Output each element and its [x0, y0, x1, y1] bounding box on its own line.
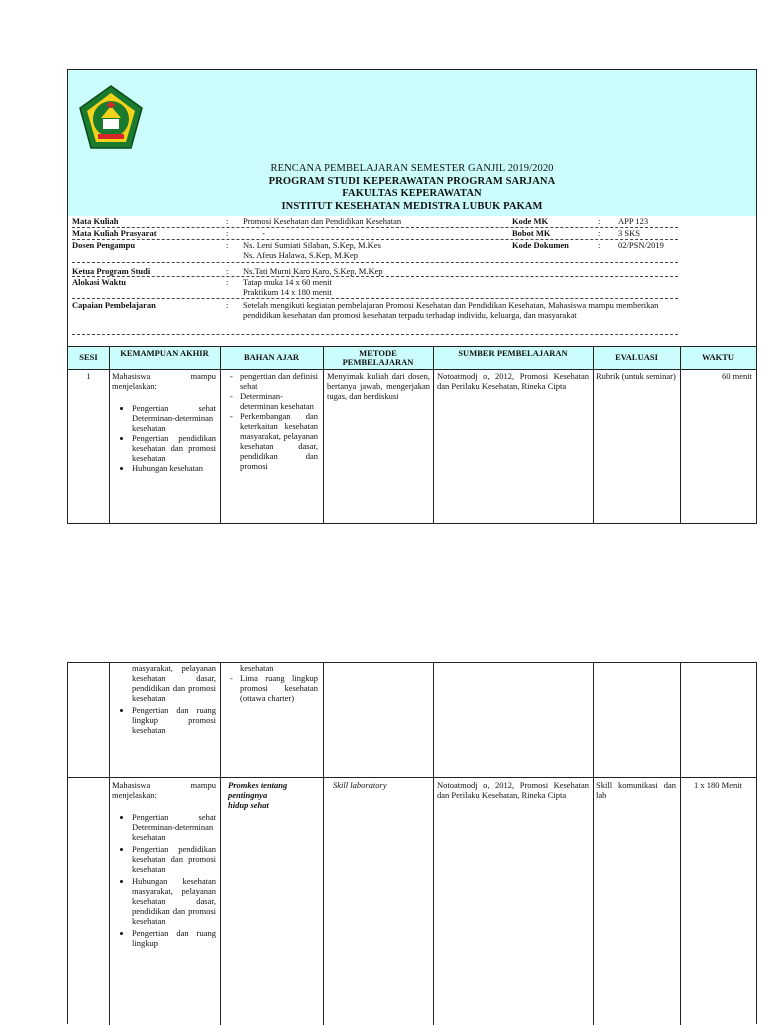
header-band	[68, 70, 756, 216]
mata-kuliah-value: Promosi Kesehatan dan Pendidikan Kesehatan	[243, 216, 402, 226]
dosen-label: Dosen Pengampu	[72, 240, 136, 250]
grid-line	[593, 663, 594, 1025]
title-line-2: PROGRAM STUDI KEPERAWATAN PROGRAM SARJANA	[268, 175, 556, 187]
row2-metode: Skill laboratory	[333, 780, 387, 790]
alokasi-value-1: Tatap muka 14 x 60 menit	[243, 277, 332, 287]
list-item: - Perkembangan dan keterkaitan kesehatan masyarakat, pelayanan kesehatan dasar, pendidikan dan promosi	[240, 411, 318, 471]
list-item: • Pengertian pendidikan kesehatan dan promosi kesehatan	[132, 433, 216, 463]
cont-kemampuan	[112, 663, 216, 735]
grid-line	[593, 346, 594, 524]
info-row-dosen: Dosen Pengampu : Ns. Leni Sumiati Silaban, S.Kep, M.Kes Ns. Afeus Halawa, S.Kep, M.Kep Kode Dokumen : 02/PSN/2019	[72, 240, 678, 263]
row2-bahan: Promkes tentang pentingnya hidup sehat	[228, 780, 288, 810]
col-sesi: SESI	[79, 352, 98, 362]
kode-mk-value: APP 123	[618, 216, 649, 226]
document-page-1	[67, 69, 757, 524]
cont-kemampuan-text: masyarakat, pelayanan kesehatan dasar, pendidikan dan promosi kesehatan	[132, 663, 216, 703]
capaian-label: Capaian Pembelajaran	[72, 300, 156, 310]
col-sumber: SUMBER PEMBELAJARAN	[458, 348, 568, 358]
cont-bahan	[228, 663, 318, 703]
row2-kemampuan-intro: Mahasiswa mampu menjelaskan:	[112, 780, 216, 800]
row1-sesi: 1	[86, 371, 91, 381]
grid-line	[323, 663, 324, 1025]
list-item: • Pengertian dan ruang lingkup	[132, 928, 216, 948]
grid-line	[433, 346, 434, 524]
info-row-capaian: Capaian Pembelajaran : Setelah mengikuti kegiatan pembelajaran Promosi Kesehatan dan Pendidikan Kesehatan, Mahasiswa mampu memberikan pendidikan kesehatan dan promosi kesehatan terpadu terhadap individu, keluarga, dan masyarakat	[72, 300, 678, 335]
row1-sumber: Notoatmodj o, 2012, Promosi Kesehatan dan Perilaku Kesehatan, Rineka Cipta	[437, 371, 589, 391]
cont-bahan-text: kesehatan	[240, 663, 274, 673]
mata-kuliah-label: Mata Kuliah	[72, 216, 119, 226]
dosen-value-1: Ns. Leni Sumiati Silaban, S.Kep, M.Kes	[243, 240, 381, 250]
ketua-value: Ns.Tati Murni Karo Karo, S.Kep, M.Kep	[243, 266, 383, 276]
list-item: • Pengertian sehat Determinan-determinan kesehatan	[132, 812, 216, 842]
row2-evaluasi: Skill komunikasi dan lab	[596, 780, 676, 800]
kode-mk-label: Kode MK	[512, 216, 549, 226]
document-page-2	[67, 662, 757, 1024]
capaian-value: Setelah mengikuti kegiatan pembelajaran Promosi Kesehatan dan Pendidikan Kesehatan, Mahasiswa mampu memberikan pendidikan kesehatan dan promosi kesehatan terpadu terhadap individu, keluarga, dan masyarakat	[243, 300, 659, 320]
institution-logo	[76, 84, 146, 154]
list-item: • Hubungan kesehatan masyarakat, pelayanan kesehatan dasar, pendidikan dan promosi kesehatan	[132, 876, 216, 926]
row1-bahan	[228, 371, 318, 471]
row2-waktu: 1 x 180 Menit	[694, 780, 742, 790]
list-item: • Hubungan kesehatan	[132, 463, 216, 473]
title-line-4: INSTITUT KESEHATAN MEDISTRA LUBUK PAKAM	[281, 200, 543, 212]
grid-line	[433, 663, 434, 1025]
col-evaluasi: EVALUASI	[615, 352, 658, 362]
alokasi-value-2: Praktikum 14 x 180 menit	[243, 287, 332, 297]
title-line-3: FAKULTAS KEPERAWATAN	[342, 188, 482, 199]
row1-kemampuan	[112, 371, 216, 473]
info-row-ketua: Ketua Program Studi : Ns.Tati Murni Karo Karo, S.Kep, M.Kep	[72, 266, 678, 277]
row2-sumber: Notoatmodj o, 2012, Promosi Kesehatan dan Perilaku Kesehatan, Rineka Cipta	[437, 780, 589, 800]
col-waktu: WAKTU	[701, 352, 735, 362]
row1-metode: Menyimak kuliah dari dosen, bertanya jawab, mengerjakan tugas, dan berdiskusi	[327, 371, 430, 401]
row1-waktu: 60 menit	[722, 371, 752, 381]
alokasi-label: Alokasi Waktu	[72, 277, 126, 287]
col-bahan: BAHAN AJAR	[243, 352, 300, 362]
list-item: • Pengertian pendidikan kesehatan dan promosi kesehatan	[132, 844, 216, 874]
list-item: - Determinan-determinan kesehatan	[240, 391, 318, 411]
prasyarat-value: -	[262, 228, 265, 238]
bobot-label: Bobot MK	[512, 228, 551, 238]
row1-kemampuan-intro: Mahasiswa mampu menjelaskan:	[112, 371, 216, 391]
document-titles	[68, 163, 756, 213]
title-line-1: RENCANA PEMBELAJARAN SEMESTER GANJIL 2019/2020	[270, 163, 554, 174]
ketua-label: Ketua Program Studi	[72, 266, 151, 276]
prasyarat-label: Mata Kuliah Prasyarat	[72, 228, 157, 238]
kode-dokumen-label: Kode Dokumen	[512, 240, 569, 250]
bobot-value: 3 SKS	[618, 228, 640, 238]
list-item: - pengertian dan definisi sehat	[240, 371, 318, 391]
list-item: • Pengertian sehat Determinan-determinan kesehatan	[132, 403, 216, 433]
info-row-alokasi: Alokasi Waktu : Tatap muka 14 x 60 menit Praktikum 14 x 180 menit	[72, 277, 678, 299]
dosen-value-2: Ns. Afeus Halawa, S.Kep, M.Kep	[243, 250, 358, 260]
grid-line	[323, 346, 324, 524]
row1-evaluasi: Rubrik (untuk seminar)	[596, 371, 676, 381]
list-item: - Lima ruang lingkup promosi kesehatan (ottawa charter)	[240, 673, 318, 703]
row2-kemampuan	[112, 780, 216, 948]
grid-line	[680, 663, 681, 1025]
col-metode: METODE PEMBELAJARAN	[342, 348, 414, 367]
table-header	[68, 346, 756, 370]
row-divider	[68, 777, 756, 778]
grid-line	[220, 346, 221, 524]
kode-dokumen-value: 02/PSN/2019	[618, 240, 664, 250]
grid-line	[109, 346, 110, 524]
col-kemampuan: KEMAMPUAN AKHIR	[120, 348, 209, 358]
grid-line	[220, 663, 221, 1025]
info-row-mata-kuliah: Mata Kuliah : Promosi Kesehatan dan Pendidikan Kesehatan Kode MK : APP 123	[72, 216, 678, 228]
info-row-prasyarat: Mata Kuliah Prasyarat : - Bobot MK : 3 SKS	[72, 228, 678, 240]
list-item: • Pengertian dan ruang lingkup promosi kesehatan	[132, 705, 216, 735]
grid-line	[109, 663, 110, 1025]
